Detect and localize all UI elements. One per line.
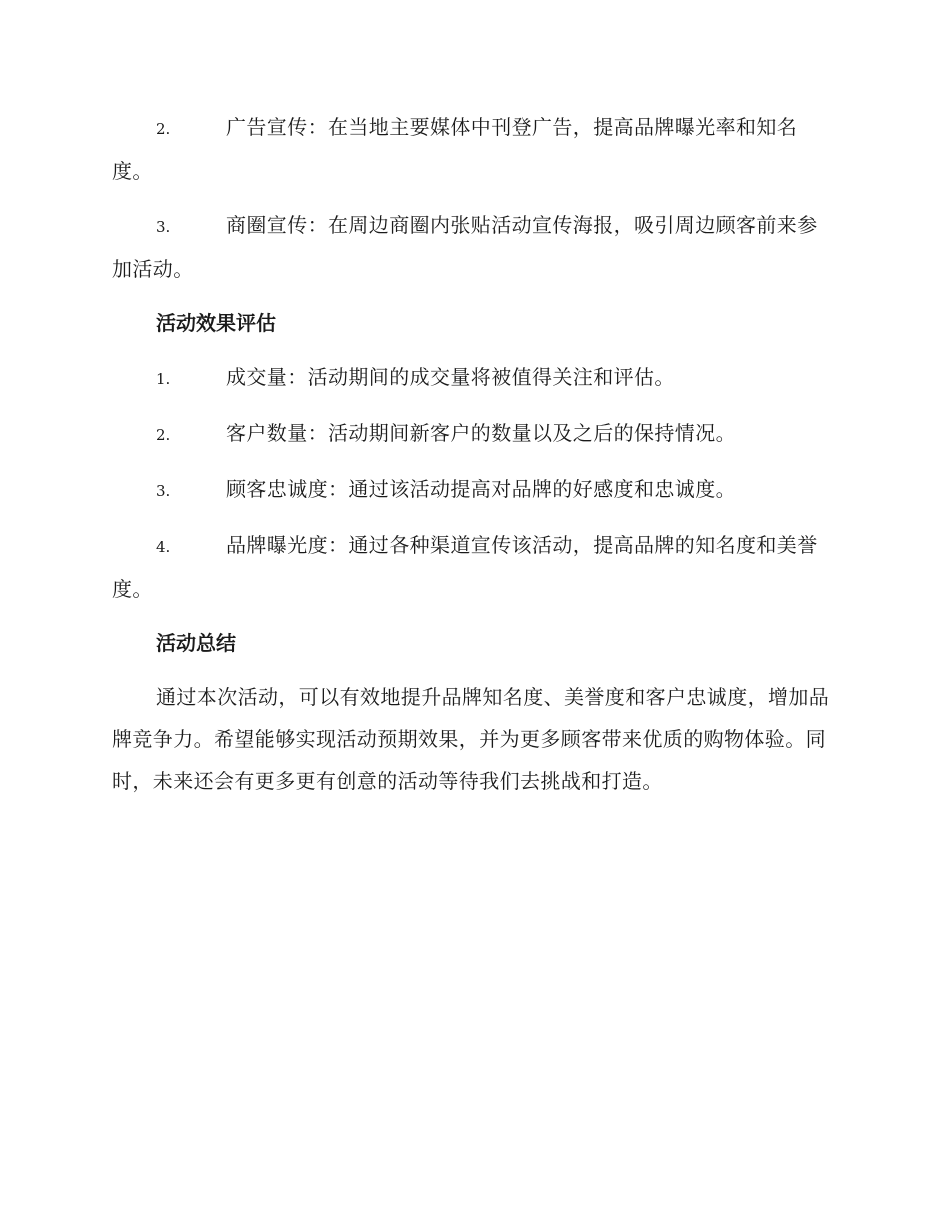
list-item-number: 4.: [156, 538, 171, 556]
list-item: [112, 524, 834, 610]
list-item-number: 2.: [156, 426, 171, 444]
list-item-text: 成交量：活动期间的成交量将被值得关注和评估。: [226, 365, 675, 389]
list-item-text: 顾客忠诚度：通过该活动提高对品牌的好感度和忠诚度。: [226, 477, 736, 501]
list-item-text: 客户数量：活动期间新客户的数量以及之后的保持情况。: [226, 421, 736, 445]
list-item: [112, 468, 834, 512]
list-item-number: 3.: [156, 482, 171, 500]
summary-paragraph: 通过本次活动，可以有效地提升品牌知名度、美誉度和客户忠诚度，增加品牌竞争力。希望能够实现活动预期效果，并为更多顾客带来优质的购物体验。同时，未来还会有更多更有创意的活动等待我们去挑战和打造。: [112, 685, 830, 793]
document-body: [112, 106, 834, 802]
list-item: [112, 356, 834, 400]
list-item: [112, 204, 834, 290]
list-item-text: 商圈宣传：在周边商圈内张贴活动宣传海报，吸引周边顾客前来参加活动。: [112, 213, 818, 281]
section-heading-evaluation: 活动效果评估: [156, 311, 276, 335]
list-item-number: 1.: [156, 370, 171, 388]
section-heading-summary: 活动总结: [156, 631, 236, 655]
list-item: [112, 106, 834, 192]
list-item-text: 广告宣传：在当地主要媒体中刊登广告，提高品牌曝光率和知名度。: [112, 115, 798, 183]
list-item: [112, 412, 834, 456]
list-item-number: 3.: [156, 218, 171, 236]
list-item-text: 品牌曝光度：通过各种渠道宣传该活动，提高品牌的知名度和美誉度。: [112, 533, 818, 601]
list-item-number: 2.: [156, 120, 171, 138]
